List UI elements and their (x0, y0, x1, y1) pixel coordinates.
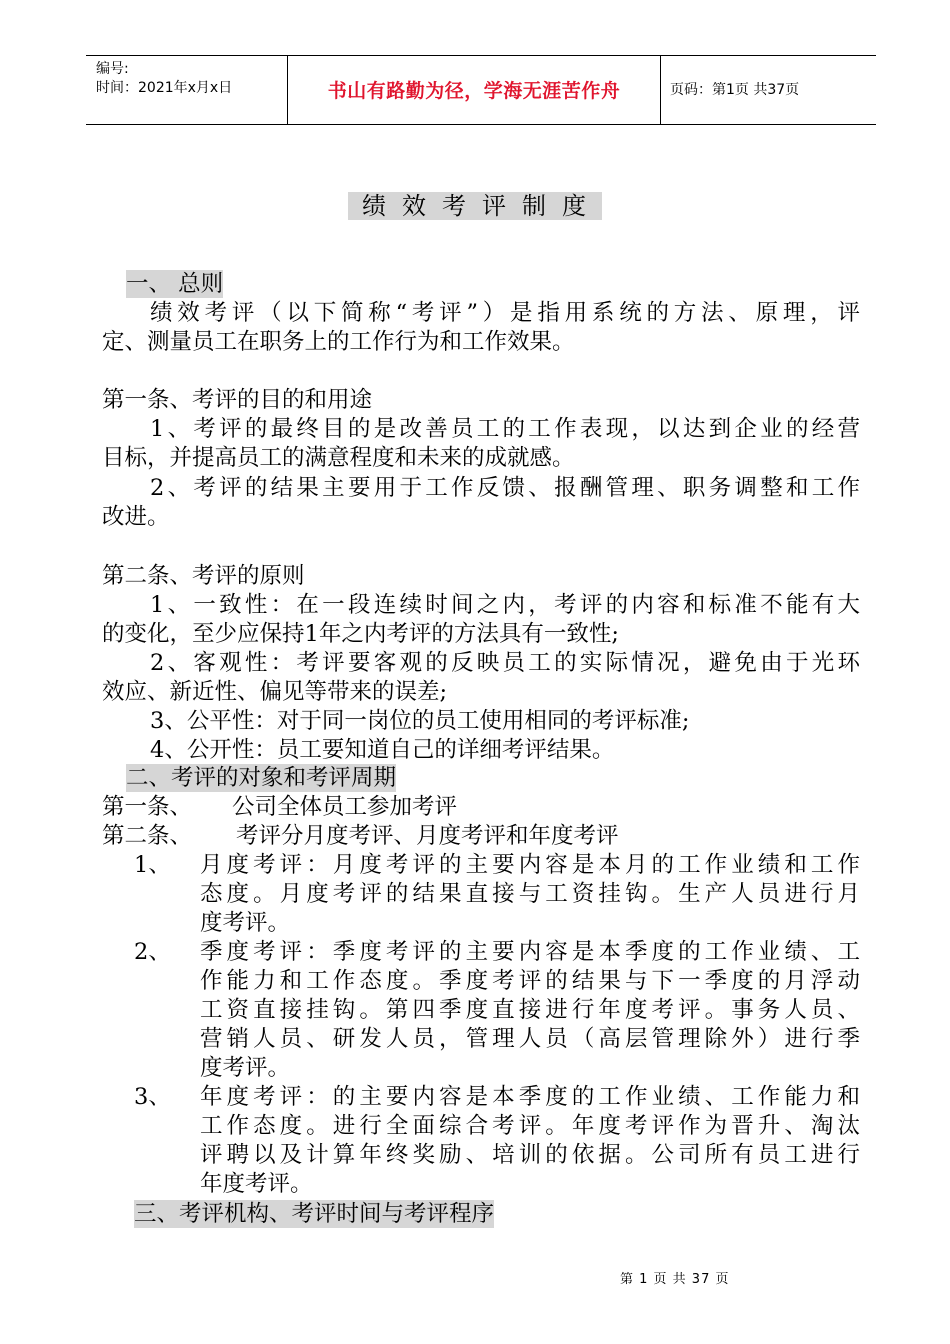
paragraph-line: 3、公平性：对于同一岗位的员工使用相同的考评标准; (150, 708, 690, 734)
section-heading: 三、考评机构、考评时间与考评程序 (134, 1201, 495, 1227)
list-item-line: 工作态度。进行全面综合考评。年度考评作为晋升、淘汰 (200, 1113, 860, 1139)
list-number: 1、 (134, 852, 171, 878)
list-item-line: 月度考评：月度考评的主要内容是本月的工作业绩和工作 (200, 852, 860, 878)
paragraph-line: 2、客观性：考评要客观的反映员工的实际情况，避免由于光环 (150, 650, 860, 676)
article-label: 第一条、 (102, 794, 193, 820)
list-item-line: 工资直接挂钩。第四季度直接进行年度考评。事务人员、 (200, 997, 860, 1023)
article-label: 第二条、 (102, 823, 193, 849)
header-page-info: 页码：第1页 共37页 (670, 82, 800, 98)
list-number: 2、 (134, 939, 171, 965)
article-text: 公司全体员工参加考评 (232, 794, 458, 820)
list-item-line: 度考评。 (200, 910, 291, 936)
document-header (86, 55, 876, 125)
paragraph-line: 4、公开性：员工要知道自己的详细考评结果。 (150, 737, 615, 763)
header-divider (660, 56, 661, 124)
header-meta (96, 60, 232, 98)
article-text: 考评分月度考评、月度考评和年度考评 (236, 823, 619, 849)
header-motto: 书山有路勤为径，学海无涯苦作舟 (327, 80, 621, 102)
list-item-line: 作能力和工作态度。季度考评的结果与下一季度的月浮动 (200, 968, 860, 994)
paragraph-line: 绩效考评（以下简称“考评”）是指用系统的方法、原理，评 (150, 300, 860, 326)
list-item-line: 季度考评：季度考评的主要内容是本季度的工作业绩、工 (200, 939, 860, 965)
paragraph-line: 改进。 (102, 504, 170, 530)
time-label: 时间：2021年x月x日 (96, 80, 233, 96)
article-heading: 第二条、考评的原则 (102, 563, 305, 589)
paragraph-line: 目标，并提高员工的满意程度和未来的成就感。 (102, 445, 575, 471)
paragraph-line: 定、测量员工在职务上的工作行为和工作效果。 (102, 329, 575, 355)
list-number: 3、 (134, 1084, 171, 1110)
list-item-line: 年度考评。 (200, 1171, 313, 1197)
document-title-text: 绩效考评制度 (348, 192, 602, 220)
list-item-line: 评聘以及计算年终奖励、培训的依据。公司所有员工进行 (200, 1142, 860, 1168)
list-item-line: 营销人员、研发人员，管理人员（高层管理除外）进行季 (200, 1026, 860, 1052)
list-item-line: 态度。月度考评的结果直接与工资挂钩。生产人员进行月 (200, 881, 860, 907)
section-heading: 一、 总则 (126, 271, 224, 297)
section-heading: 二、考评的对象和考评周期 (126, 765, 397, 791)
list-item-line: 年度考评：的主要内容是本季度的工作业绩、工作能力和 (200, 1084, 860, 1110)
paragraph-line: 1、考评的最终目的是改善员工的工作表现，以达到企业的经营 (150, 416, 860, 442)
page-footer: 第 1 页 共 37 页 (620, 1272, 730, 1287)
document-title (0, 186, 950, 221)
article-heading: 第一条、考评的目的和用途 (102, 387, 373, 413)
list-item-line: 度考评。 (200, 1055, 291, 1081)
paragraph-line: 1、一致性：在一段连续时间之内，考评的内容和标准不能有大 (150, 592, 860, 618)
number-label: 编号: (96, 61, 129, 77)
paragraph-line: 2、考评的结果主要用于工作反馈、报酬管理、职务调整和工作 (150, 475, 860, 501)
paragraph-line: 效应、新近性、偏见等带来的误差; (102, 679, 448, 705)
paragraph-line: 的变化，至少应保持1年之内考评的方法具有一致性; (102, 621, 619, 647)
